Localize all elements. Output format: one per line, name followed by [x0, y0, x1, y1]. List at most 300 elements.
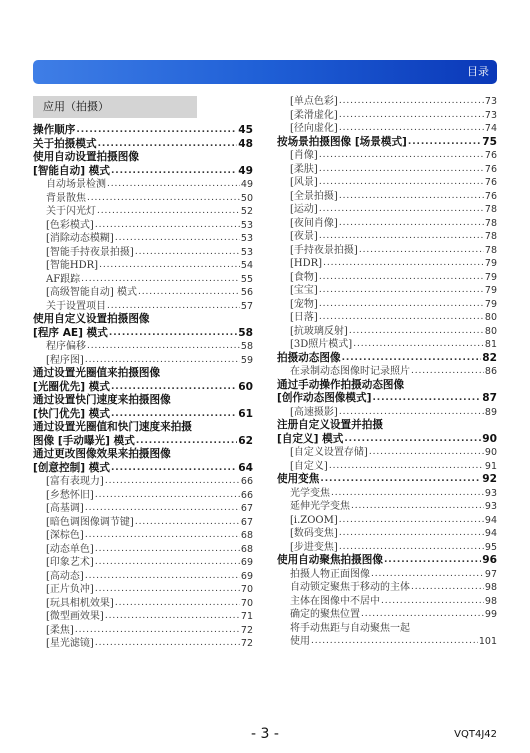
toc-leader-dots — [339, 109, 484, 123]
toc-subentry[interactable] — [277, 595, 497, 609]
toc-entry-label: [智能手持夜景拍摄] — [46, 246, 134, 258]
toc-entry[interactable] — [33, 408, 253, 422]
toc-leader-dots — [331, 487, 484, 501]
toc-right-column — [277, 95, 497, 649]
toc-page-number: 68 — [240, 543, 253, 555]
toc-page-number: 54 — [240, 260, 253, 271]
toc-entry-label: [i.ZOOM] — [290, 514, 338, 526]
toc-group-title: 通过设置光圈值来拍摄图像 — [33, 367, 161, 379]
toc-subentry[interactable] — [277, 190, 497, 204]
toc-leader-dots — [320, 473, 481, 487]
toc-entry-label: 关于闪光灯 — [46, 206, 96, 217]
toc-page-number: 98 — [484, 582, 497, 593]
toc-entry-label: [自定义设置存储] — [290, 447, 368, 458]
toc-entry-label: [动态单色] — [46, 543, 94, 555]
toc-leader-dots — [339, 514, 484, 528]
toc-entry-label: AF跟踪 — [46, 273, 81, 285]
toc-page-number: 62 — [238, 434, 253, 447]
toc-leader-dots — [311, 635, 478, 649]
toc-entry-label: 关于拍摄模式 — [33, 137, 97, 150]
toc-entry[interactable] — [33, 165, 253, 179]
toc-leader-dots — [95, 219, 240, 233]
toc-subentry[interactable] — [33, 543, 253, 557]
toc-leader-dots — [339, 122, 484, 136]
toc-subentry[interactable] — [277, 230, 497, 244]
toc-page-number: 49 — [240, 179, 253, 190]
toc-subentry[interactable] — [33, 475, 253, 489]
toc-entry-label: [单点色彩] — [290, 96, 338, 107]
toc-subentry[interactable] — [277, 446, 497, 460]
toc-page-number: 94 — [484, 514, 497, 526]
toc-entry-label: [数码变焦] — [290, 528, 338, 539]
toc-entry-label: [高速摄影] — [290, 406, 338, 418]
toc-page-number: 101 — [478, 636, 497, 647]
toc-entry-label: [色彩模式] — [46, 219, 94, 231]
toc-entry-label: 图像 [手动曝光] 模式 — [33, 434, 135, 447]
toc-entry-label: [3D照片模式] — [290, 339, 353, 350]
toc-leader-dots — [138, 286, 240, 300]
toc-subentry[interactable] — [33, 286, 253, 300]
toc-page-number: 93 — [484, 501, 497, 512]
toc-page-number: 70 — [240, 584, 253, 595]
toc-entry-label: [暗色调图像调节键] — [46, 516, 134, 528]
toc-page-number: 94 — [484, 528, 497, 539]
toc-entry-label: [步进变焦] — [290, 541, 338, 553]
toc-leader-dots — [351, 500, 484, 514]
toc-entry-label: 确定的聚焦位置 — [290, 609, 360, 620]
toc-subentry[interactable] — [277, 406, 497, 420]
toc-page-number: 73 — [484, 109, 497, 121]
toc-entry-label: [宠物] — [290, 298, 318, 310]
toc-entry-label: 关于设置项目 — [46, 300, 106, 312]
toc-subentry[interactable] — [277, 257, 497, 271]
toc-leader-dots — [105, 610, 240, 624]
toc-page-number: 96 — [482, 554, 497, 566]
toc-leader-dots — [339, 190, 484, 204]
toc-subentry[interactable] — [277, 284, 497, 298]
toc-subentry[interactable] — [277, 203, 497, 217]
toc-subentry[interactable] — [277, 541, 497, 555]
toc-entry-label: 使用变焦 — [277, 473, 320, 485]
header-title: 目录 — [467, 65, 489, 78]
toc-entry-label: [程序图] — [46, 354, 84, 366]
toc-subentry[interactable] — [33, 192, 253, 206]
toc-subentry[interactable] — [33, 556, 253, 570]
toc-entry-label: [柔焦] — [46, 624, 74, 636]
toc-leader-dots — [384, 554, 481, 568]
toc-leader-dots — [115, 232, 240, 246]
toc-leader-dots — [111, 165, 237, 179]
toc-page-number: 81 — [484, 339, 497, 350]
toc-page-number: 53 — [240, 233, 253, 244]
toc-leader-dots — [339, 406, 484, 420]
toc-entry-label: [高基调] — [46, 503, 84, 514]
toc-entry-label: [印象艺术] — [46, 557, 94, 568]
toc-leader-dots — [87, 192, 240, 206]
toc-page-number: 45 — [238, 124, 253, 136]
toc-entry-label: [食物] — [290, 271, 318, 283]
toc-leader-dots — [319, 271, 484, 285]
toc-page-number: 90 — [484, 447, 497, 458]
toc-entry-label: [夜景] — [290, 231, 318, 242]
toc-subentry[interactable] — [33, 300, 253, 314]
toc-entry-label: 拍摄人物正面图像 — [290, 568, 370, 580]
toc-page-number: 99 — [484, 609, 497, 620]
toc-group-title: 通过手动操作拍摄动态图像 — [277, 378, 405, 391]
toc-subentry[interactable] — [277, 460, 497, 474]
toc-page-number: 66 — [240, 476, 253, 487]
toc-right-list — [277, 95, 497, 649]
toc-page-number: 70 — [240, 597, 253, 609]
toc-leader-dots — [85, 354, 240, 368]
toc-entry-label: [乡愁怀旧] — [46, 489, 94, 501]
toc-entry[interactable] — [277, 473, 497, 487]
toc-subentry[interactable] — [277, 487, 497, 501]
toc-page-number: 86 — [484, 366, 497, 377]
toc-leader-dots — [319, 284, 484, 298]
toc-entry-label: [创意控制] 模式 — [33, 461, 110, 474]
toc-leader-dots — [359, 244, 484, 258]
toc-entry-label: [柔滑虚化] — [290, 109, 338, 121]
toc-entry-label: [径向虚化] — [290, 123, 338, 134]
toc-subentry[interactable] — [33, 529, 253, 543]
toc-page-number: 67 — [240, 503, 253, 514]
toc-subentry[interactable] — [277, 608, 497, 622]
toc-leader-dots — [95, 583, 240, 597]
toc-group-title: 通过设置光圈值和快门速度来拍摄 — [33, 421, 192, 433]
toc-subentry[interactable] — [33, 232, 253, 246]
toc-entry-label: 主体在图像中不居中 — [290, 595, 380, 607]
toc-leader-dots — [411, 365, 484, 379]
toc-page-number: 60 — [238, 380, 253, 393]
toc-entry-label: 按场景拍摄图像 [场景模式] — [277, 135, 407, 148]
toc-subentry[interactable] — [33, 610, 253, 624]
toc-entry-label: 操作顺序 — [33, 124, 76, 136]
toc-page-number: 76 — [484, 150, 497, 161]
toc-entry-label: 使用自动聚焦拍摄图像 — [277, 554, 383, 566]
toc-subentry[interactable] — [33, 583, 253, 597]
toc-subentry[interactable] — [277, 176, 497, 190]
toc-entry-label: [创作动态图像模式] — [277, 392, 372, 404]
toc-page-number: 98 — [484, 595, 497, 607]
toc-page-number: 59 — [240, 354, 253, 366]
toc-leader-dots — [342, 352, 482, 366]
toc-subentry[interactable] — [277, 311, 497, 325]
toc-entry-label: [全景拍摄] — [290, 190, 338, 202]
toc-leader-dots — [319, 311, 484, 325]
toc-page-number: 80 — [484, 325, 497, 337]
toc-leader-dots — [349, 325, 484, 339]
toc-leader-dots — [361, 608, 484, 622]
toc-subentry[interactable] — [277, 271, 497, 285]
toc-entry-label: 光学变焦 — [290, 487, 330, 499]
toc-leader-dots — [111, 462, 237, 476]
document-code: VQT4J42 — [454, 729, 497, 740]
toc-entry[interactable] — [277, 554, 497, 568]
toc-leader-dots — [371, 568, 484, 582]
toc-entry[interactable] — [277, 352, 497, 366]
toc-leader-dots — [85, 570, 240, 584]
toc-leader-dots — [381, 595, 484, 609]
toc-page-number: 48 — [238, 137, 253, 150]
toc-subentry[interactable] — [277, 500, 497, 514]
toc-page-number: 53 — [240, 219, 253, 231]
toc-entry-label: [消除动态模糊] — [46, 233, 114, 244]
toc-page-number: 82 — [482, 351, 497, 364]
toc-leader-dots — [408, 136, 481, 150]
toc-leader-dots — [115, 597, 240, 611]
toc-page-number: 69 — [240, 570, 253, 582]
toc-page-number: 64 — [238, 461, 253, 474]
toc-entry-label: [智能自动] 模式 — [33, 164, 110, 177]
toc-subentry[interactable] — [33, 597, 253, 611]
toc-subentry[interactable] — [277, 581, 497, 595]
toc-page-number: 73 — [484, 96, 497, 107]
toc-subentry[interactable] — [33, 502, 253, 516]
toc-entry[interactable] — [277, 392, 497, 406]
toc-entry-label: [肖像] — [290, 150, 318, 161]
toc-page-number: 78 — [484, 217, 497, 229]
toc-subentry[interactable] — [33, 516, 253, 530]
toc-subentry[interactable] — [277, 244, 497, 258]
toc-leader-dots — [344, 433, 481, 447]
toc-leader-dots — [136, 435, 237, 449]
toc-leader-dots — [339, 541, 484, 555]
toc-page-number: 66 — [240, 489, 253, 501]
toc-entry-label: 自动锁定聚焦于移动的主体 — [290, 582, 410, 593]
header-bar — [33, 60, 497, 84]
toc-page-number: 76 — [484, 163, 497, 175]
toc-subentry[interactable] — [277, 568, 497, 582]
toc-page-number: 68 — [240, 530, 253, 541]
toc-entry-label: [星光滤镜] — [46, 638, 94, 649]
toc-leader-dots — [319, 176, 484, 190]
toc-page-number: 89 — [484, 406, 497, 418]
toc-entry-label: [高动态] — [46, 570, 84, 582]
toc-left-list — [33, 124, 253, 651]
toc-entry[interactable] — [33, 381, 253, 395]
toc-leader-dots — [323, 257, 484, 271]
toc-subentry[interactable] — [33, 219, 253, 233]
toc-subentry[interactable] — [277, 163, 497, 177]
toc-entry[interactable] — [33, 435, 253, 449]
toc-page-number: 92 — [482, 473, 497, 485]
toc-page-number: 52 — [240, 206, 253, 217]
toc-page-number: 72 — [240, 624, 253, 636]
toc-page-number: 75 — [482, 135, 497, 148]
toc-page-number: 72 — [240, 638, 253, 649]
toc-entry-label: [玩具相机效果] — [46, 597, 114, 609]
toc-leader-dots — [85, 529, 240, 543]
toc-subentry[interactable] — [277, 527, 497, 541]
toc-subentry[interactable] — [277, 635, 497, 649]
toc-page-number: 78 — [484, 231, 497, 242]
toc-entry-label: [自定义] — [290, 460, 328, 472]
toc-subentry[interactable] — [33, 273, 253, 287]
toc-leader-dots — [369, 446, 484, 460]
toc-entry-label: [日落] — [290, 312, 318, 323]
toc-entry-label: [抗玻璃反射] — [290, 325, 348, 337]
toc-group-title: 注册自定义设置并拍摄 — [277, 419, 383, 431]
toc-left-column — [33, 96, 253, 651]
toc-subentry[interactable] — [277, 338, 497, 352]
toc-leader-dots — [339, 527, 484, 541]
toc-page-number: 69 — [240, 557, 253, 568]
toc-entry-label: [自定义] 模式 — [277, 432, 344, 445]
toc-entry[interactable] — [33, 124, 253, 138]
toc-subentry[interactable] — [277, 514, 497, 528]
toc-entry-label: [正片负冲] — [46, 584, 94, 595]
toc-entry[interactable] — [277, 136, 497, 150]
toc-page-number: 90 — [482, 432, 497, 445]
toc-page-number: 57 — [240, 300, 253, 312]
toc-leader-dots — [95, 637, 240, 651]
toc-leader-dots — [372, 392, 481, 406]
toc-page-number: 71 — [240, 611, 253, 622]
toc-page-number: 79 — [484, 285, 497, 296]
toc-leader-dots — [109, 327, 237, 341]
toc-leader-dots — [87, 340, 240, 354]
toc-entry-label: 拍摄动态图像 — [277, 351, 341, 364]
toc-entry-label: [夜间肖像] — [290, 217, 338, 229]
toc-subentry[interactable] — [277, 109, 497, 123]
toc-subentry[interactable] — [33, 354, 253, 368]
toc-leader-dots — [81, 273, 240, 287]
toc-entry-label: 使用 — [290, 636, 310, 647]
toc-leader-dots — [319, 149, 484, 163]
toc-subentry[interactable] — [33, 489, 253, 503]
toc-leader-dots — [319, 298, 484, 312]
toc-page-number: 76 — [484, 190, 497, 202]
toc-page-number: 80 — [484, 312, 497, 323]
toc-page-number: 61 — [238, 407, 253, 420]
toc-subentry[interactable] — [33, 178, 253, 192]
toc-subentry[interactable] — [277, 298, 497, 312]
toc-leader-dots — [107, 300, 240, 314]
page-number: - 3 - — [251, 726, 279, 742]
toc-page-number: 79 — [484, 258, 497, 269]
toc-subentry[interactable] — [277, 122, 497, 136]
toc-page-number: 91 — [484, 460, 497, 472]
toc-page-number: 93 — [484, 487, 497, 499]
toc-entry-label: [宝宝] — [290, 285, 318, 296]
toc-entry-label: [高级智能自动] 模式 — [46, 287, 137, 298]
toc-leader-dots — [339, 95, 484, 109]
toc-page-number: 58 — [240, 341, 253, 352]
toc-subentry[interactable] — [277, 325, 497, 339]
toc-page-number: 53 — [240, 246, 253, 258]
toc-group-title: 使用自动设置拍摄图像 — [33, 151, 139, 163]
toc-entry-label: [手持夜景拍摄] — [290, 244, 358, 256]
toc-leader-dots — [76, 124, 237, 138]
toc-leader-dots — [319, 163, 484, 177]
toc-page-number: 79 — [484, 298, 497, 310]
toc-entry-label: [富有表现力] — [46, 476, 104, 487]
toc-leader-dots — [95, 556, 240, 570]
toc-entry-label: [程序 AE] 模式 — [33, 326, 108, 339]
toc-leader-dots — [95, 489, 240, 503]
toc-entry-label: [风景] — [290, 177, 318, 188]
toc-page-number: 50 — [240, 192, 253, 204]
toc-leader-dots — [111, 408, 237, 422]
toc-entry-label: [运动] — [290, 204, 318, 215]
toc-subentry[interactable] — [33, 340, 253, 354]
toc-leader-dots — [319, 230, 484, 244]
toc-subentry[interactable] — [33, 246, 253, 260]
toc-subentry[interactable] — [33, 570, 253, 584]
toc-page-number: 49 — [238, 164, 253, 177]
toc-page-number: 76 — [484, 177, 497, 188]
toc-leader-dots — [135, 246, 240, 260]
toc-leader-dots — [339, 217, 484, 231]
toc-page-number: 67 — [240, 516, 253, 528]
toc-entry[interactable] — [33, 462, 253, 476]
toc-page-number: 58 — [238, 326, 253, 339]
toc-page-number: 55 — [240, 273, 253, 285]
toc-leader-dots — [99, 259, 240, 273]
toc-page-number: 95 — [484, 541, 497, 553]
toc-subentry[interactable] — [277, 95, 497, 109]
toc-leader-dots — [107, 178, 240, 192]
toc-page-number: 78 — [484, 244, 497, 256]
toc-group-title: 通过更改图像效果来拍摄图像 — [33, 448, 171, 460]
toc-entry-label: [HDR] — [290, 258, 323, 269]
toc-page-number: 97 — [484, 568, 497, 580]
toc-page-number: 74 — [484, 123, 497, 134]
toc-subentry[interactable] — [277, 365, 497, 379]
toc-entry-label: 程序偏移 — [46, 341, 86, 352]
toc-subentry[interactable] — [33, 259, 253, 273]
toc-leader-dots — [75, 624, 240, 638]
toc-entry-label: 背景散焦 — [46, 192, 86, 204]
toc-leader-dots — [329, 460, 484, 474]
toc-subentry[interactable] — [33, 205, 253, 219]
toc-entry[interactable] — [33, 138, 253, 152]
toc-entry-label: [微型画效果] — [46, 611, 104, 622]
toc-leader-dots — [98, 138, 238, 152]
toc-subentry[interactable] — [33, 637, 253, 651]
toc-subentry[interactable] — [277, 217, 497, 231]
toc-entry[interactable] — [33, 327, 253, 341]
toc-leader-dots — [411, 581, 484, 595]
toc-group-title: 使用自定义设置拍摄图像 — [33, 313, 150, 325]
toc-leader-dots — [85, 502, 240, 516]
toc-page-number: 87 — [482, 392, 497, 404]
section-label: 应用（拍摄） — [33, 96, 197, 118]
toc-page-number: 56 — [240, 287, 253, 298]
toc-entry-label: 自动场景检测 — [46, 179, 106, 190]
toc-subentry[interactable] — [277, 149, 497, 163]
toc-entry-label: 延伸光学变焦 — [290, 501, 350, 512]
toc-leader-dots — [95, 543, 240, 557]
toc-entry-label: [深棕色] — [46, 530, 84, 541]
toc-leader-dots — [353, 338, 484, 352]
toc-entry-label: [智能HDR] — [46, 260, 99, 271]
toc-group-title: 通过设置快门速度来拍摄图像 — [33, 394, 171, 406]
toc-subentry[interactable] — [33, 624, 253, 638]
toc-leader-dots — [111, 381, 237, 395]
toc-leader-dots — [135, 516, 240, 530]
toc-entry-label: [光圈优先] 模式 — [33, 380, 110, 393]
toc-entry-label: [快门优先] 模式 — [33, 407, 110, 420]
toc-page-number: 78 — [484, 204, 497, 215]
toc-leader-dots — [97, 205, 240, 219]
toc-leader-dots — [105, 475, 240, 489]
toc-group-title: 将手动焦距与自动聚焦一起 — [290, 622, 410, 634]
toc-entry[interactable] — [277, 433, 497, 447]
toc-entry-label: [柔肤] — [290, 163, 318, 175]
toc-entry-label: 在录制动态图像时记录照片 — [290, 366, 410, 377]
